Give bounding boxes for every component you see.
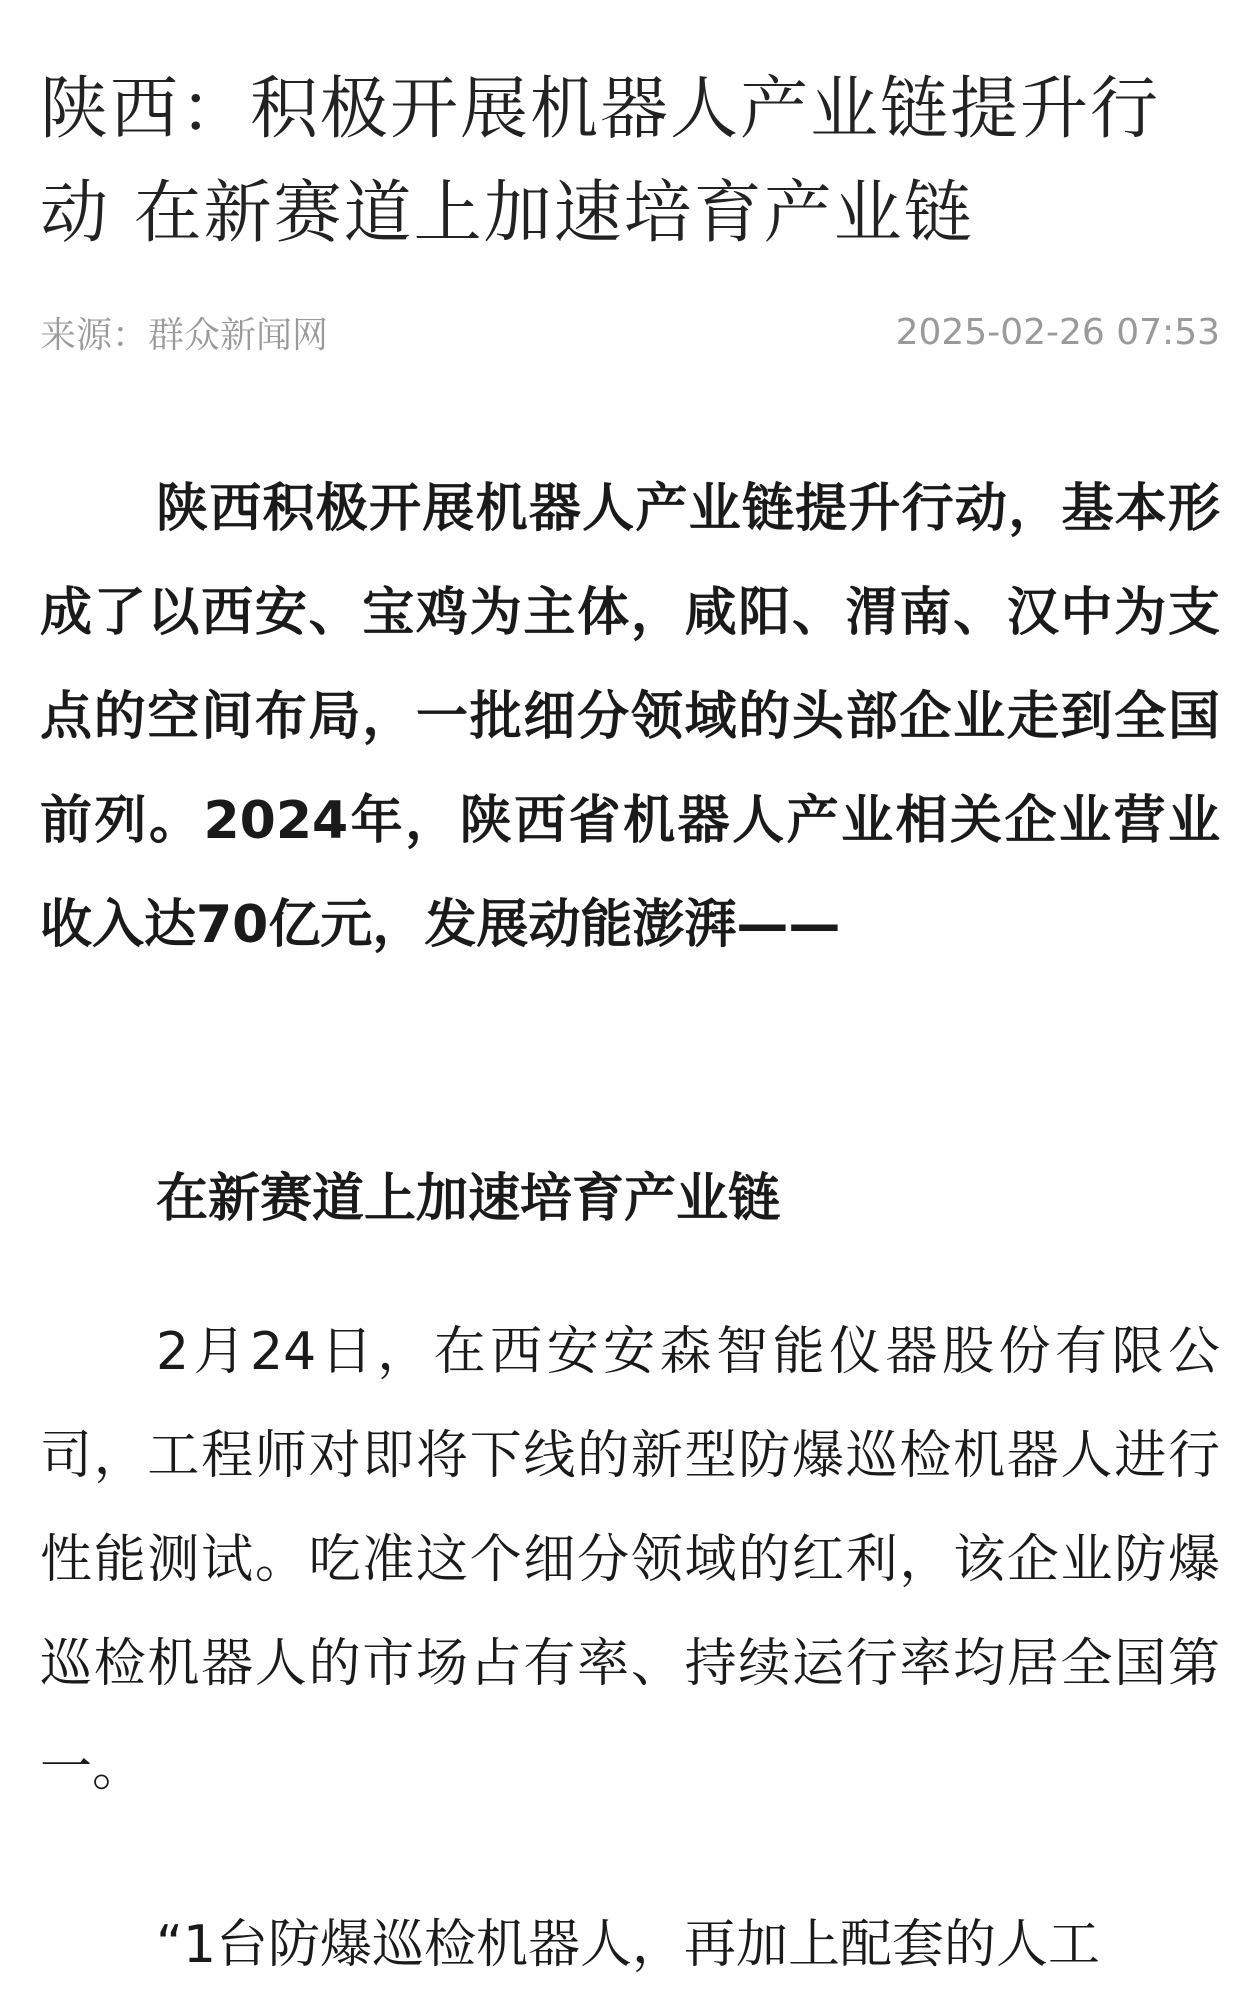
article-timestamp: 2025-02-26 07:53 bbox=[895, 311, 1220, 353]
lead-paragraph: 陕西积极开展机器人产业链提升行动，基本形成了以西安、宝鸡为主体，咸阳、渭南、汉中为支点的空间布局，一批细分领域的头部企业走到全国前列。2024年，陕西省机器人产业相关企业营业收入达70亿元，发展动能澎湃—— bbox=[40, 479, 1220, 955]
body-paragraph: 2月24日，在西安安森智能仪器股份有限公司，工程师对即将下线的新型防爆巡检机器人进行性能测试。吃准这个细分领域的红利，该企业防爆巡检机器人的市场占有率、持续运行率均居全国第一。 bbox=[40, 1322, 1220, 1798]
article-meta bbox=[40, 304, 1220, 360]
article-source: 来源：群众新闻网 bbox=[40, 314, 329, 356]
section-heading: 在新赛道上加速培育产业链 bbox=[156, 1169, 781, 1229]
body-paragraph-quote: “1台防爆巡检机器人，再加上配套的人工 bbox=[156, 1915, 1101, 1975]
article-title: 陕西：积极开展机器人产业链提升行动 在新赛道上加速培育产业链 bbox=[40, 70, 1161, 253]
